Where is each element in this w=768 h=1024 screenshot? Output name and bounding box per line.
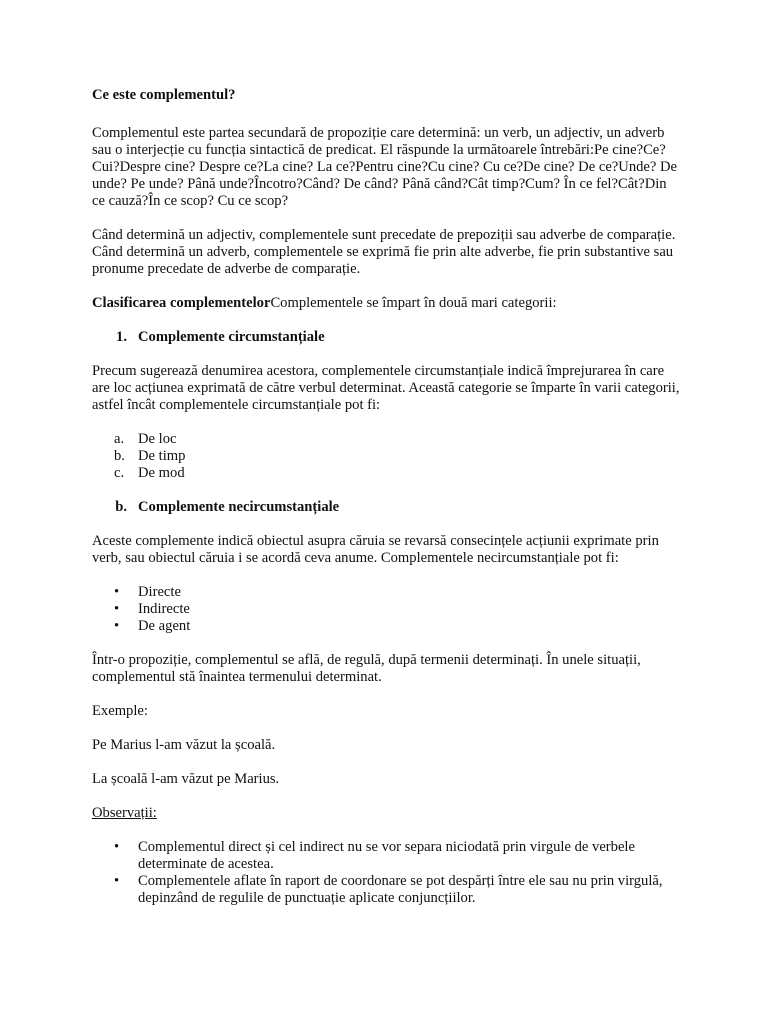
bullet-marker: • [114, 618, 120, 634]
section1-marker: 1. [116, 329, 127, 345]
bullet-marker: • [114, 601, 120, 617]
list-item [92, 839, 682, 873]
bullet-marker: • [114, 584, 120, 600]
section2-paragraph: Aceste complemente indică obiectul asupra căruia se revarsă consecințele acțiunii exprimate prin verb, sau obiectul căruia i se acordă ceva anume. Complementele necircumstanțiale pot fi: [92, 533, 659, 566]
section1-title: Complemente circumstanțiale [138, 329, 325, 345]
list-item [92, 431, 682, 448]
classification-paragraph [92, 295, 682, 312]
list-item [92, 584, 682, 601]
document-content [92, 87, 682, 907]
list-marker: c. [114, 465, 125, 481]
observations-label: Observații: [92, 805, 157, 821]
list-item-text: De mod [138, 465, 185, 481]
list-item-text: Directe [138, 584, 181, 600]
bullet-marker: • [114, 839, 120, 855]
classification-heading: Clasificarea complementelor [92, 295, 271, 311]
section2-heading [92, 499, 682, 516]
list-item-text: De agent [138, 618, 191, 634]
section1-list [92, 431, 682, 482]
section2-list [92, 584, 682, 635]
list-item [92, 601, 682, 618]
list-marker: a. [114, 431, 125, 447]
document-title: Ce este complementul? [92, 87, 236, 103]
observations-list [92, 839, 682, 907]
section2-marker: b. [115, 499, 127, 515]
list-item [92, 448, 682, 465]
list-item [92, 618, 682, 635]
list-item-text: Complementele aflate în raport de coordonare se pot despărți între ele sau nu prin virgulă, depinzând de regulile de punctuație aplicate conjuncțiilor. [138, 873, 663, 906]
list-item-text: De timp [138, 448, 186, 464]
section1-paragraph: Precum sugerează denumirea acestora, complementele circumstanțiale indică împrejurarea în care are loc acțiunea exprimată de către verbul determinat. Această categorie se împarte în varii categorii, astfel încât complementele circumstanțiale pot fi: [92, 363, 680, 413]
example-2: La școală l-am văzut pe Marius. [92, 771, 280, 787]
list-item-text: Indirecte [138, 601, 190, 617]
position-paragraph: Într-o propoziție, complementul se află, de regulă, după termenii determinați. În unele situații, complementul stă înaintea termenului determinat. [92, 652, 641, 685]
list-item [92, 873, 682, 907]
list-item-text: De loc [138, 431, 177, 447]
classification-text: Complementele se împart în două mari categorii: [270, 295, 557, 311]
example-1: Pe Marius l-am văzut la școală. [92, 737, 276, 753]
list-marker: b. [114, 448, 125, 464]
section1-heading [92, 329, 682, 346]
adjective-paragraph: Când determină un adjectiv, complementele sunt precedate de prepoziții sau adverbe de comparație. Când determină un adverb, complementele se exprimă fie prin alte adverbe, fie prin substantive sau pronume precedate de adverbe de comparație. [92, 227, 676, 277]
bullet-marker: • [114, 873, 120, 889]
list-item [92, 465, 682, 482]
section2-title: Complemente necircumstanțiale [138, 499, 340, 515]
intro-paragraph: Complementul este partea secundară de propoziție care determină: un verb, un adjectiv, un adverb sau o interjecție cu funcția sintactică de predicat. El răspunde la următoarele întrebări:Pe cine?Ce?Cui?Despre cine? Despre ce?La cine? La ce?Pentru cine?Cu cine? Cu ce?De cine? De ce?Unde? De unde? Pe unde? Până unde?Încotro?Când? De când? Până când?Cât timp?Cum? În ce fel?Cât?Din ce cauză?În ce scop? Cu ce scop? [92, 125, 678, 209]
list-item-text: Complementul direct și cel indirect nu se vor separa niciodată prin virgule de verbele determinate de acestea. [138, 839, 635, 872]
examples-label: Exemple: [92, 703, 148, 719]
